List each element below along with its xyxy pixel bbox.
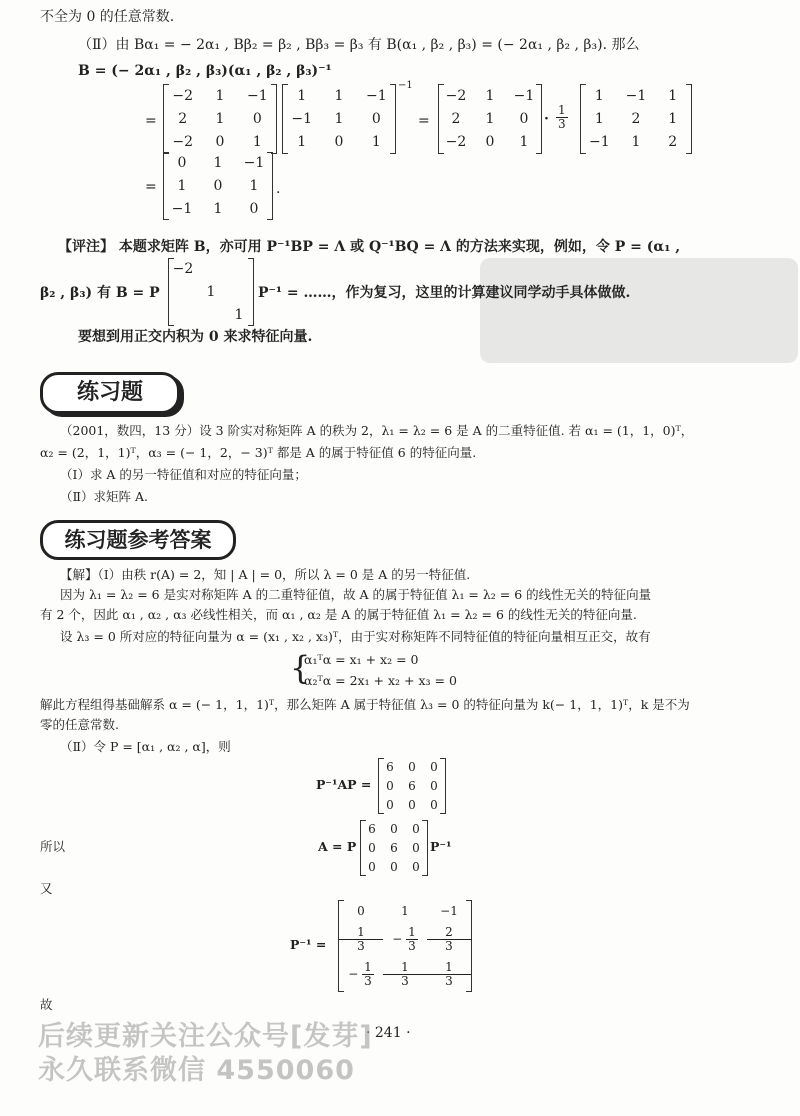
matrix-cell: 0 (408, 797, 416, 812)
fraction-denominator: 3 (401, 974, 409, 988)
fraction-numerator: 1 (427, 961, 471, 975)
equals-sign: = (145, 179, 157, 195)
matrix-cell: 0 (177, 155, 187, 172)
answer-line: 解此方程组得基础解系 α = (− 1，1，1)ᵀ，那么矩阵 A 属于特征值 λ₃ = 0 的特征向量为 k(− 1，1，1)ᵀ，k 是不为 (40, 697, 690, 712)
fraction-numerator: 1 (339, 926, 383, 940)
matrix-cell: 6 (368, 822, 376, 837)
equation-system-line: α₂ᵀα = 2x₁ + x₂ + x₃ = 0 (304, 673, 457, 688)
matrix-cell: 1 (206, 283, 216, 300)
matrix-cell: 0 (519, 110, 529, 127)
p-inverse-label: P⁻¹ (430, 839, 452, 854)
answer-heading (40, 520, 236, 560)
matrix-grid (339, 900, 471, 992)
text-line: B = (− 2α₁ , β₂ , β₃)(α₁ , β₂ , β₃)⁻¹ (78, 63, 332, 79)
matrix-cell: 0 (408, 760, 416, 775)
matrix (163, 152, 273, 220)
matrix-cell: 1 (668, 110, 678, 127)
fraction-one-third (556, 104, 568, 131)
matrix-cell: 2 (668, 134, 678, 151)
matrix-cell (339, 961, 383, 988)
matrix-cell: 1 (213, 200, 223, 217)
fraction-denominator: 3 (357, 939, 365, 953)
matrix-cell: 0 (368, 840, 376, 855)
matrix-cell: −1 (625, 87, 647, 104)
matrix-cell: 0 (390, 822, 398, 837)
matrix-cell: 1 (519, 134, 529, 151)
matrix-cell: 0 (485, 134, 495, 151)
answer-line: 又 (40, 881, 53, 896)
equals-sign: = (145, 113, 157, 129)
matrix-cell: 1 (177, 177, 187, 194)
matrix-cell: 1 (252, 134, 262, 151)
matrix-grid (439, 84, 541, 154)
diagonal-matrix (378, 758, 446, 814)
matrix (282, 84, 396, 154)
matrix-cell: 0 (252, 110, 262, 127)
page-number: · 241 · (366, 1025, 411, 1041)
diagonal-matrix (168, 258, 254, 326)
matrix-cell: −2 (445, 87, 467, 104)
matrix-grid (169, 258, 253, 326)
matrix-cell: −1 (243, 155, 265, 172)
fraction-denominator: 3 (445, 939, 453, 953)
matrix-fraction (362, 961, 374, 988)
p-inverse-equals: P⁻¹ = (290, 937, 327, 952)
matrix-fraction (427, 926, 471, 953)
matrix-cell: −1 (589, 134, 610, 151)
a-equals-label: A = P (318, 839, 357, 854)
matrix-grid (379, 758, 445, 814)
note-line: β₂ , β₃) 有 B = P (40, 285, 160, 301)
matrix-cell: 0 (386, 778, 394, 793)
text-line: 不全为 0 的任意常数. (40, 9, 175, 25)
fraction-numerator: 2 (427, 926, 471, 940)
watermark-line: 后续更新关注公众号[发芽] (38, 1021, 373, 1052)
matrix-cell: 0 (390, 859, 398, 874)
matrix-fraction (339, 926, 383, 953)
inverse-matrix (338, 900, 472, 992)
answer-line: 有 2 个，因此 α₁ , α₂ , α₃ 必线性相关，而 α₁ , α₂ 是 A 的属于特征值 λ₁ = λ₂ = 6 的线性无关的特征向量. (40, 607, 637, 622)
matrix-cell: 0 (412, 840, 420, 855)
matrix-cell: 0 (430, 778, 438, 793)
matrix-cell: −1 (440, 904, 458, 918)
matrix-cell: 1 (485, 110, 495, 127)
matrix-cell: −1 (366, 87, 387, 104)
matrix-cell: 1 (213, 155, 223, 172)
fraction-denominator: 3 (408, 939, 416, 953)
matrix (438, 84, 542, 154)
matrix-cell: 1 (485, 87, 495, 104)
matrix-cell: 2 (451, 110, 461, 127)
fraction-denominator: 3 (445, 974, 453, 988)
matrix-cell: 1 (297, 87, 307, 104)
fraction-numerator: 1 (558, 103, 566, 117)
matrix-cell: −2 (445, 134, 467, 151)
answer-line: 【解】（Ⅰ）由秩 r(A) = 2，知 | A | = 0，所以 λ = 0 是 A 的另一特征值. (60, 567, 471, 582)
matrix-grid (164, 84, 276, 154)
matrix-cell: 0 (334, 134, 344, 151)
matrix-cell: 1 (631, 134, 641, 151)
heading-label: 练习题 (76, 380, 143, 405)
answer-line: 故 (40, 997, 53, 1012)
fraction-denominator: 3 (558, 117, 566, 131)
minus-sign: − (392, 932, 403, 946)
matrix-cell: 1 (215, 87, 225, 104)
matrix-cell: 1 (594, 110, 604, 127)
matrix-fraction (427, 961, 471, 988)
matrix-cell: 0 (430, 797, 438, 812)
equation-system-line: α₁ᵀα = x₁ + x₂ = 0 (304, 652, 419, 667)
note-line: 要想到用正交内积为 0 来求特征向量. (78, 329, 313, 345)
answer-line: 设 λ₃ = 0 所对应的特征向量为 α = (x₁ , x₂ , x₃)ᵀ，由于实对称矩阵不同特征值的特征向量相互正交，故有 (60, 629, 651, 644)
exercise-line: （Ⅰ）求 A 的另一特征值和对应的特征向量； (60, 467, 307, 482)
matrix-cell: −1 (171, 200, 193, 217)
heading-label: 练习题参考答案 (64, 528, 212, 552)
matrix-cell: −2 (172, 134, 193, 151)
multiply-dot: · (544, 111, 549, 127)
matrix-cell: 2 (178, 110, 188, 127)
note-line: 【评注】 本题求矩阵 B，亦可用 P⁻¹BP = Λ 或 Q⁻¹BQ = Λ 的方法来实现，例如，令 P = (α₁ , (58, 239, 681, 255)
matrix-grid (581, 84, 691, 154)
papl-label: P⁻¹AP = (316, 777, 372, 792)
exercise-line: （2001，数四，13 分）设 3 阶实对称矩阵 A 的秩为 2，λ₁ = λ₂ = 6 是 A 的二重特征值. 若 α₁ = (1，1，0)ᵀ， (60, 423, 694, 438)
fraction-numerator: 1 (383, 961, 427, 975)
matrix-cell: −1 (247, 87, 268, 104)
matrix-cell: 1 (249, 177, 259, 194)
matrix-cell: 1 (334, 87, 344, 104)
matrix-cell: 0 (371, 110, 381, 127)
fraction-numerator: 1 (364, 960, 372, 974)
fraction-numerator: 1 (408, 925, 416, 939)
matrix-fraction (383, 961, 427, 988)
matrix-cell: 1 (215, 110, 225, 127)
matrix-cell: 1 (668, 87, 678, 104)
bleed-through (480, 258, 798, 363)
matrix-grid (361, 820, 427, 876)
answer-line: 零的任意常数. (40, 717, 119, 732)
inverse-exponent: −1 (398, 80, 413, 91)
matrix-cell: 0 (430, 760, 438, 775)
matrix-fraction (406, 926, 418, 953)
matrix-cell (383, 926, 427, 953)
exercise-line: α₂ = (2，1，1)ᵀ，α₃ = (− 1，2，− 3)ᵀ 都是 A 的属于特征值 6 的特征向量. (40, 445, 477, 460)
matrix-cell: 1 (371, 134, 381, 151)
matrix-cell: 0 (215, 134, 225, 151)
matrix-cell: 6 (386, 760, 394, 775)
period: . (276, 181, 281, 197)
brace: { (290, 649, 311, 687)
matrix-cell: 0 (412, 822, 420, 837)
minus-sign: − (348, 967, 359, 981)
answer-line: 因为 λ₁ = λ₂ = 6 是实对称矩阵 A 的二重特征值，故 A 的属于特征值 λ₁ = λ₂ = 6 的线性无关的特征向量 (60, 587, 652, 602)
matrix-cell: 0 (368, 859, 376, 874)
matrix-cell: 2 (631, 110, 641, 127)
note-line: P⁻¹ = ……，作为复习，这里的计算建议同学动手具体做做. (258, 285, 631, 301)
matrix-grid (164, 152, 272, 220)
matrix-cell: 6 (408, 778, 416, 793)
matrix-cell: 0 (357, 904, 365, 918)
exercise-line: （Ⅱ）求矩阵 A. (60, 489, 148, 504)
matrix-cell: 1 (297, 134, 307, 151)
matrix-cell: 0 (412, 859, 420, 874)
matrix-cell: 0 (386, 797, 394, 812)
watermark-line: 永久联系微信 4550060 (38, 1055, 355, 1086)
matrix-cell: 1 (594, 87, 604, 104)
matrix-cell: 0 (249, 200, 259, 217)
text-line: （Ⅱ）由 Bα₁ = − 2α₁ , Bβ₂ = β₂ , Bβ₃ = β₃ 有 B(α₁ , β₂ , β₃) = (− 2α₁ , β₂ , β₃). 那么 (78, 37, 640, 53)
matrix-cell: 6 (390, 840, 398, 855)
matrix (580, 84, 692, 154)
matrix (163, 84, 277, 154)
matrix-grid (283, 84, 395, 154)
answer-line: （Ⅱ）令 P = [α₁ , α₂ , α]，则 (60, 739, 231, 754)
matrix-cell: −2 (172, 261, 194, 278)
matrix-cell: −2 (172, 87, 193, 104)
matrix-cell: 1 (234, 306, 244, 323)
matrix-cell: −1 (513, 87, 535, 104)
matrix-cell: 0 (213, 177, 223, 194)
equals-sign: = (418, 113, 430, 129)
exercise-heading (40, 372, 180, 414)
matrix-cell: −1 (291, 110, 312, 127)
matrix-cell: 1 (334, 110, 344, 127)
diagonal-matrix (360, 820, 428, 876)
answer-line: 所以 (40, 839, 66, 854)
matrix-cell: 1 (401, 904, 409, 918)
fraction-denominator: 3 (364, 974, 372, 988)
